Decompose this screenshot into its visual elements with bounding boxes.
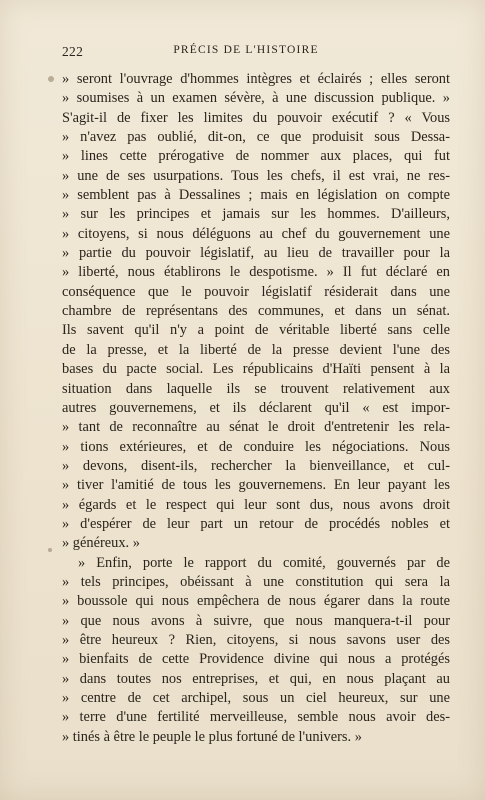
text-line: » généreux. » [62,535,140,552]
text-line: » que nous avons à suivre, que nous manquera-t-il pour [62,612,450,629]
margin-ink-mark [48,548,52,552]
text-line: » seront l'ouvrage d'hommes intègres et éclairés ; elles seront [62,71,450,87]
text-line: » lines cette prérogative de nommer aux places, qui fut [62,148,450,165]
text-line: » d'espérer de leur part un retour de procédés nobles et [62,515,450,532]
text-line: » Enfin, porte le rapport du comité, gouvernés par de [78,554,450,571]
text-line: » liberté, nous établirons le despotisme. » Il fut déclaré en [62,264,450,281]
text-line: » tels principes, obéissant à une constitution qui sera la [62,573,450,590]
page-number: 222 [62,44,84,59]
text-line: » égards et le respect qui leur sont dus, nous avons droit [62,496,450,513]
text-line: » sur les principes et jamais sur les hommes. D'ailleurs, [62,206,450,223]
text-line: » terre d'une fertilité merveilleuse, semble nous avoir des- [62,709,450,726]
text-line: » citoyens, si nous déléguons au chef du gouvernement une [62,225,450,242]
text-line: » dans toutes nos entreprises, et qui, en nous plaçant au [62,670,450,687]
text-line: bases du pacte social. Les républicains d'Haïti pensent à la [62,361,450,378]
text-line: S'agit-il de fixer les limites du pouvoir exécutif ? « Vous [62,109,450,126]
running-head [62,44,430,62]
text-line: » boussole qui nous empêchera de nous égarer dans la route [62,593,450,610]
text-line: de la presse, et la liberté de la presse devient l'une des [62,341,450,358]
text-line: chambre de représentans des communes, et dans un sénat. [62,303,450,320]
text-line: » semblent pas à Dessalines ; mais en législation on compte [62,187,450,204]
text-line: » bienfaits de cette Providence divine qui nous a protégés [62,651,450,668]
text-line: conséquence que le pouvoir législatif résiderait dans une [62,283,450,300]
text-line: » une de ses usurpations. Tous les chefs, il est vrai, ne res- [62,167,450,184]
text-line: » tinés à être le peuple le plus fortuné de l'univers. » [62,728,362,745]
text-line: » être heureux ? Rien, citoyens, si nous savons user des [62,631,450,648]
text-line: » soumises à un examen sévère, à une discussion publique. » [62,90,450,107]
text-line: » devons, disent-ils, rechercher la bienveillance, et cul- [62,457,450,474]
text-line: » tant de reconnaître au sénat le droit d'entretenir les rela- [62,419,450,436]
running-title: PRÉCIS DE L'HISTOIRE [173,44,319,56]
margin-ink-mark [48,76,54,82]
text-line: » partie du pouvoir législatif, au lieu de travailler pour la [62,245,450,262]
text-line: Ils savent qu'il n'y a point de véritable liberté sans celle [62,322,450,339]
body-text [62,70,450,747]
text-line: » n'avez pas oublié, dit-on, ce que produisit sous Dessa- [62,129,450,146]
text-line: autres gouvernemens, et ils déclarent qu'il « est impor- [62,399,450,416]
text-line: » tions extérieures, et de conduire les négociations. Nous [62,438,450,455]
text-line: » centre de cet archipel, sous un ciel heureux, sur une [62,690,450,706]
text-line: » tiver l'amitié de tous les gouvernemens. En leur payant les [62,477,450,494]
text-line: situation dans laquelle ils se trouvent relativement aux [62,380,450,397]
